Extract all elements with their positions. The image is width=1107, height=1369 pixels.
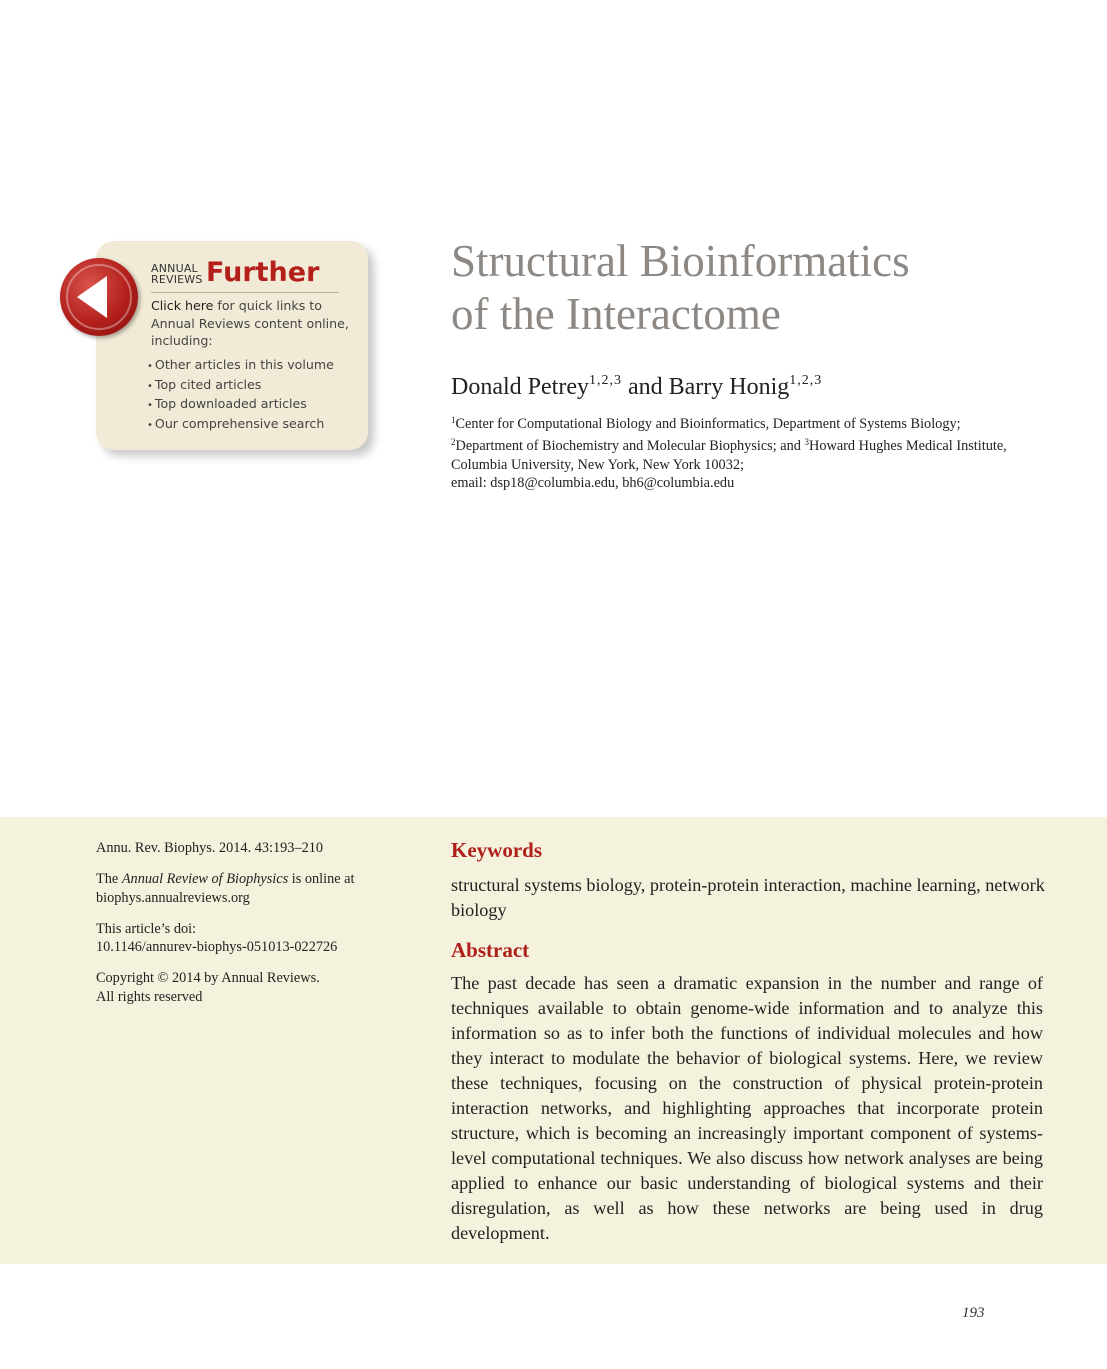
further-link-other-articles[interactable]: • Other articles in this volume [147,356,334,376]
doi: 10.1146/annurev-biophys-051013-022726 [96,939,338,955]
further-link-top-cited[interactable]: • Top cited articles [147,376,334,396]
further-title: Further [206,257,320,288]
divider [151,292,339,293]
journal-name: Annual Review of Biophysics [121,871,289,887]
author-conjunction: and [627,374,663,400]
keywords-heading: Keywords [451,838,542,862]
author-affiliation-marks: 1,2,3 [789,373,823,388]
page-number: 193 [962,1305,985,1321]
abstract-heading: Abstract [451,938,530,962]
further-description [151,297,351,350]
email-line: email: dsp18@columbia.edu, bh6@columbia.edu [451,475,735,492]
article-meta [96,839,376,1019]
affiliation-line: $^2$Department of Biochemistry and Molecular Biophysics; and $^3$Howard Hughes Medical Institute, Columbia University, New York, New York 10032; [451,437,1007,473]
online-info: The Annual Review of Biophysics is online at biophys.annualreviews.org [96,871,355,906]
further-links-list [147,356,334,434]
annual-reviews-logo: ANNUAL REVIEWS [151,262,203,286]
copyright: Copyright © 2014 by Annual Reviews. All rights reserved [96,970,320,1005]
author-affiliation-marks: 1,2,3 [588,373,622,388]
author-name: Donald Petrey [451,374,589,400]
author-name: Barry Honig [668,374,790,400]
back-arrow-icon[interactable] [60,258,138,336]
further-link-search[interactable]: • Our comprehensive search [147,415,334,435]
abstract-text: The past decade has seen a dramatic expansion in the number and range of techniques available to obtain genome-wide information and to analyze this information so as to infer both the functions of individual molecules and how they interact to modulate the behavior of biological systems. Here, we review these techniques, focusing on the construction of physical protein-protein interaction networks, and highlighting approaches that incorporate protein structure, which is becoming an increasingly important component of systems-level computational techniques. We also discuss how network analyses are being applied to enhance our basic understanding of biological systems and their disregulation, as well as how these networks are being used in drug development. [451,973,1043,1243]
click-here-link[interactable]: Click here [151,298,214,313]
further-link-top-downloaded[interactable]: • Top downloaded articles [147,395,334,415]
citation: Annu. Rev. Biophys. 2014. 43:193–210 [96,840,324,856]
article-title: Structural Bioinformatics of the Interactome [451,236,910,339]
further-box[interactable] [96,241,368,450]
keywords-text: structural systems biology, protein-protein interaction, machine learning, network biology [451,875,1045,920]
affiliation-line: $^1$Center for Computational Biology and Bioinformatics, Department of Systems Biology; [451,415,961,432]
further-description-text: for quick links to Annual Reviews content online, including: [151,298,349,349]
authors [451,366,822,402]
doi-info: This article’s doi: 10.1146/annurev-biophys-051013-022726 [96,920,338,955]
affiliations [451,411,1021,493]
